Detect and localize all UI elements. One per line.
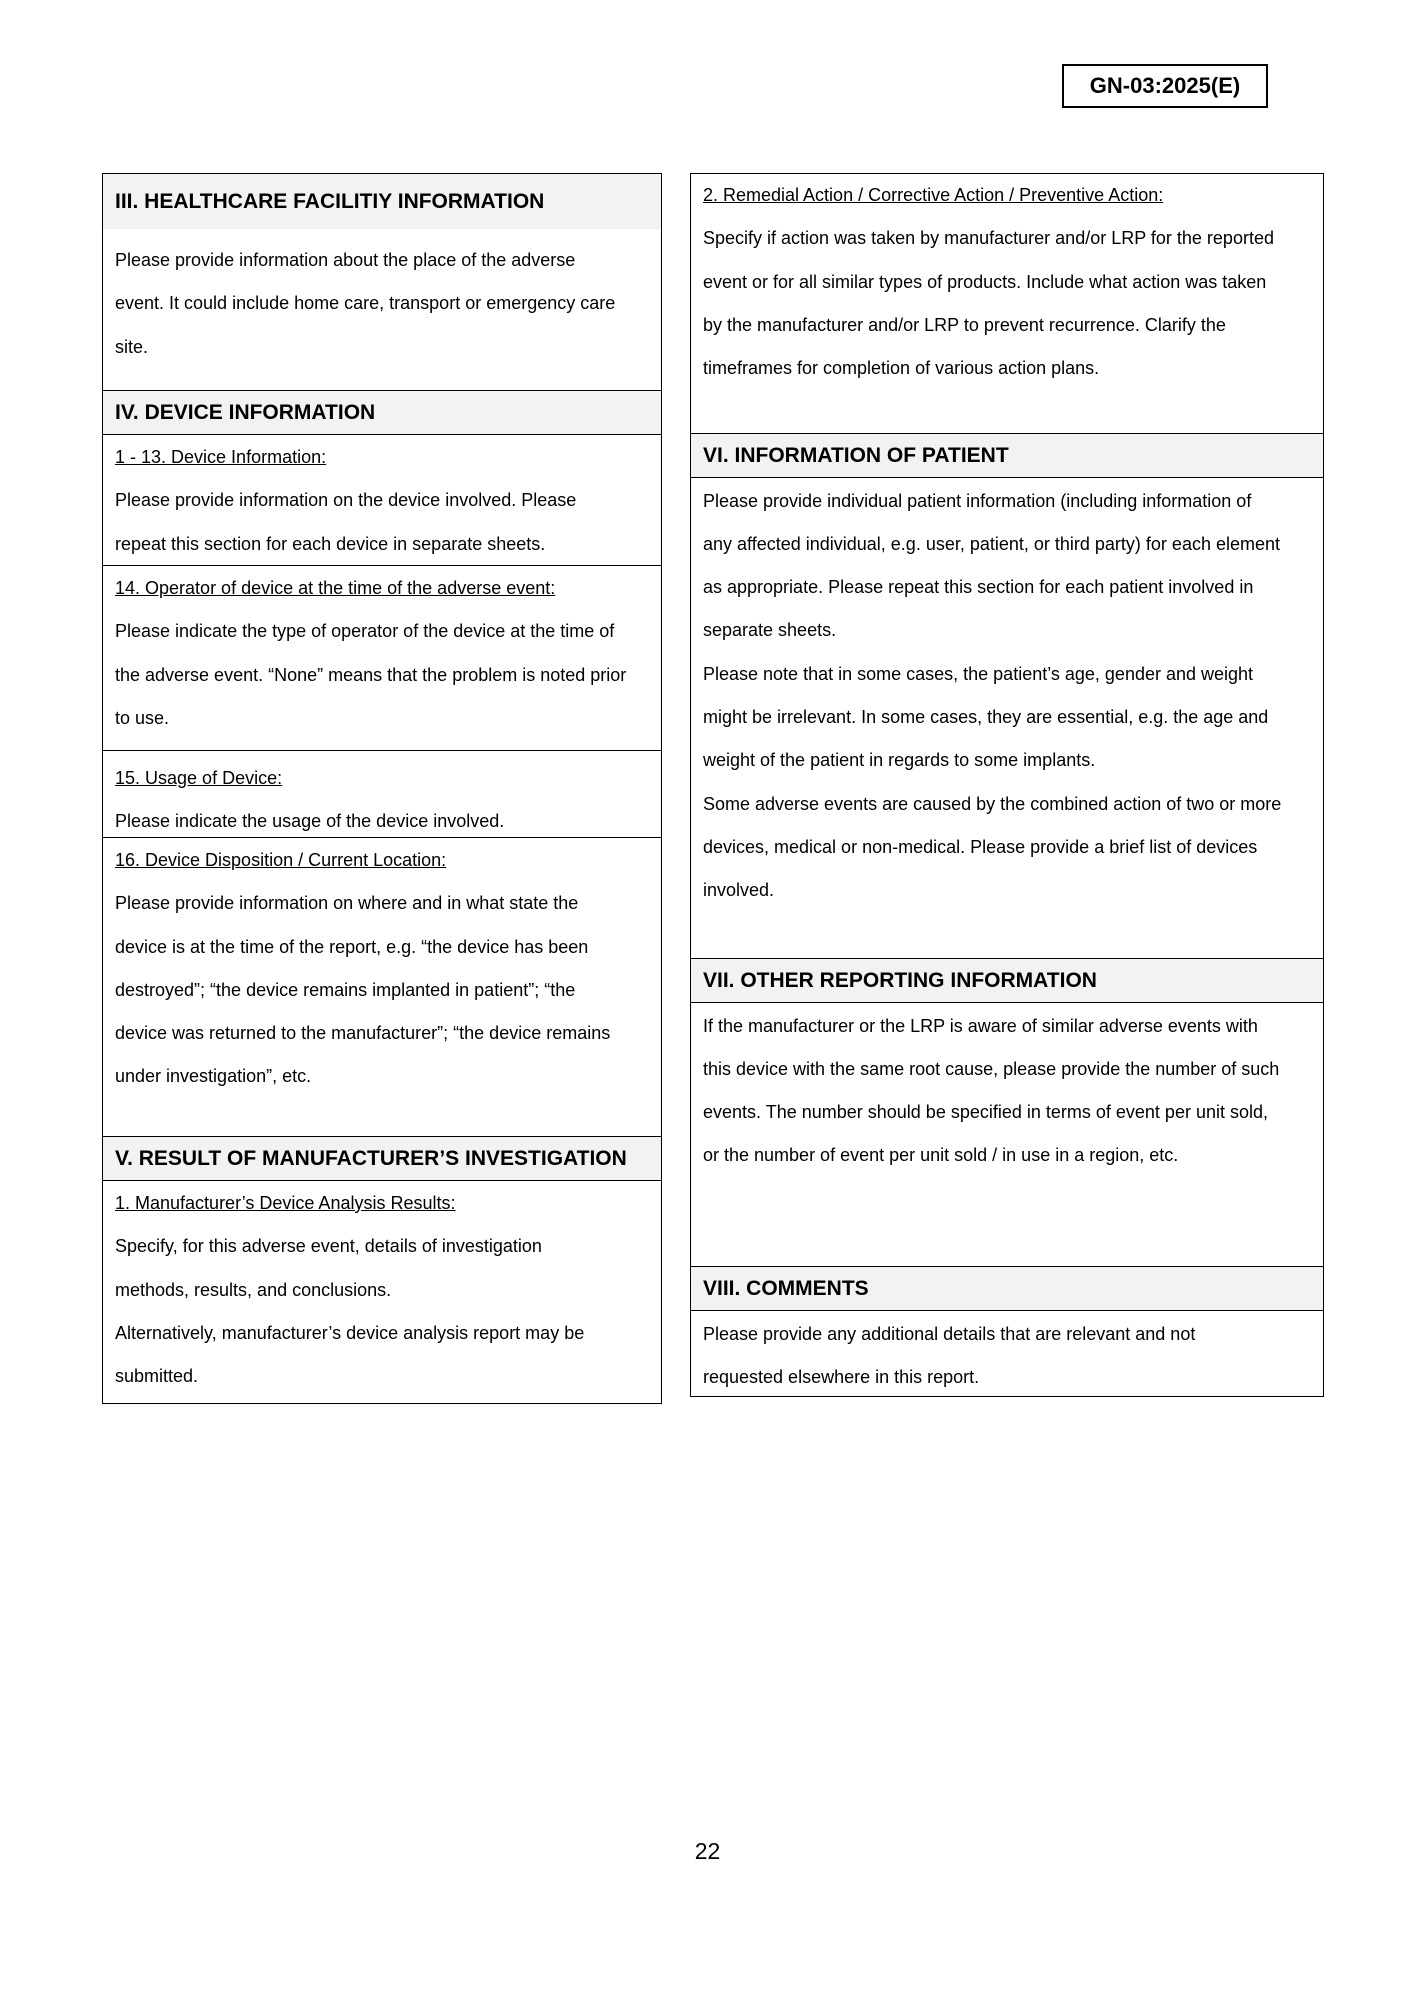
subsection-body	[103, 566, 661, 750]
subsection-label: 14. Operator of device at the time of the adverse event:	[115, 578, 556, 598]
subsection-device-info	[103, 434, 661, 565]
text-line: site.	[115, 336, 149, 357]
subsection-label: 15. Usage of Device:	[115, 768, 283, 788]
text-line: Please provide information on where and in what state the	[115, 893, 579, 914]
text-line: Specify, for this adverse event, details of investigation	[115, 1236, 542, 1257]
section-healthcare-facility	[103, 174, 661, 390]
text-line: the adverse event. “None” means that the problem is noted prior	[115, 664, 627, 685]
text-line: methods, results, and conclusions.	[115, 1279, 392, 1300]
subsection-body	[103, 838, 661, 1136]
text-line: Alternatively, manufacturer’s device analysis report may be	[115, 1322, 585, 1343]
text-line: destroyed”; “the device remains implanted in patient”; “the	[115, 979, 576, 1000]
section-header: III. HEALTHCARE FACILITIY INFORMATION	[103, 174, 661, 229]
subsection-body	[691, 174, 1323, 433]
text-line: Please provide any additional details that are relevant and not	[703, 1323, 1196, 1344]
text-line: Please provide information about the place of the adverse	[115, 250, 576, 270]
subsection-body	[103, 435, 661, 565]
text-line: as appropriate. Please repeat this section for each patient involved in	[703, 577, 1254, 598]
text-line: Please indicate the type of operator of the device at the time of	[115, 621, 615, 642]
text-line: Please provide individual patient information (including information of	[703, 490, 1252, 511]
section-header: VII. OTHER REPORTING INFORMATION	[691, 959, 1323, 1002]
subsection-usage	[103, 750, 661, 837]
text-line: If the manufacturer or the LRP is aware of similar adverse events with	[703, 1015, 1258, 1036]
text-line: any affected individual, e.g. user, patient, or third party) for each element	[703, 533, 1281, 554]
section-body	[691, 477, 1323, 958]
text-line: repeat this section for each device in separate sheets.	[115, 533, 546, 554]
subsection-remedial-action	[691, 174, 1323, 433]
text-line: device is at the time of the report, e.g. “the device has been	[115, 936, 589, 957]
text-line: under investigation”, etc.	[115, 1066, 312, 1087]
section-body	[691, 1310, 1323, 1396]
subsection-body	[103, 751, 661, 837]
text-line: to use.	[115, 707, 170, 728]
section-patient-information	[691, 433, 1323, 958]
text-line: device was returned to the manufacturer”; “the device remains	[115, 1023, 611, 1044]
subsection-label: 1 - 13. Device Information:	[115, 447, 327, 467]
text-line: devices, medical or non-medical. Please provide a brief list of devices	[703, 836, 1258, 857]
subsection-label: 16. Device Disposition / Current Location:	[115, 850, 447, 870]
text-line: Specify if action was taken by manufacturer and/or LRP for the reported	[703, 228, 1274, 249]
text-line: Please provide information on the device involved. Please	[115, 490, 577, 511]
section-other-reporting	[691, 958, 1323, 1266]
left-column	[102, 173, 662, 1404]
text-line: event. It could include home care, transport or emergency care	[115, 293, 616, 314]
text-line: weight of the patient in regards to some implants.	[703, 750, 1096, 771]
subsection-device-analysis	[103, 1180, 661, 1403]
section-header: IV. DEVICE INFORMATION	[103, 391, 661, 434]
subsection-disposition	[103, 837, 661, 1136]
section-body	[691, 1002, 1323, 1266]
page-number: 22	[694, 1838, 721, 1864]
text-line: requested elsewhere in this report.	[703, 1366, 980, 1387]
document-code: GN-03:2025(E)	[1062, 64, 1268, 108]
text-line: events. The number should be specified in terms of event per unit sold,	[703, 1102, 1268, 1123]
section-manufacturer-investigation	[103, 1136, 661, 1180]
subsection-label: 2. Remedial Action / Corrective Action / Preventive Action:	[703, 185, 1164, 205]
subsection-label: 1. Manufacturer’s Device Analysis Results:	[115, 1193, 456, 1213]
section-device-information	[103, 390, 661, 434]
text-line: Some adverse events are caused by the combined action of two or more	[703, 793, 1282, 814]
text-line: might be irrelevant. In some cases, they are essential, e.g. the age and	[703, 706, 1269, 727]
text-line: timeframes for completion of various action plans.	[703, 358, 1100, 379]
text-line: or the number of event per unit sold / in use in a region, etc.	[703, 1145, 1179, 1166]
section-header: VI. INFORMATION OF PATIENT	[691, 434, 1323, 477]
right-column	[690, 173, 1324, 1397]
subsection-operator	[103, 565, 661, 750]
subsection-body	[103, 1181, 661, 1403]
section-comments	[691, 1266, 1323, 1396]
section-header: V. RESULT OF MANUFACTURER’S INVESTIGATION	[103, 1137, 661, 1180]
text-line: submitted.	[115, 1366, 199, 1387]
section-header: VIII. COMMENTS	[691, 1267, 1323, 1310]
text-line: this device with the same root cause, please provide the number of such	[703, 1058, 1280, 1079]
text-line: involved.	[703, 880, 775, 901]
text-line: event or for all similar types of products. Include what action was taken	[703, 271, 1267, 292]
text-line: Please indicate the usage of the device involved.	[115, 811, 505, 832]
text-line: Please note that in some cases, the patient’s age, gender and weight	[703, 663, 1254, 684]
text-line: by the manufacturer and/or LRP to prevent recurrence. Clarify the	[703, 314, 1226, 335]
text-line: separate sheets.	[703, 620, 837, 641]
section-body	[103, 229, 661, 390]
